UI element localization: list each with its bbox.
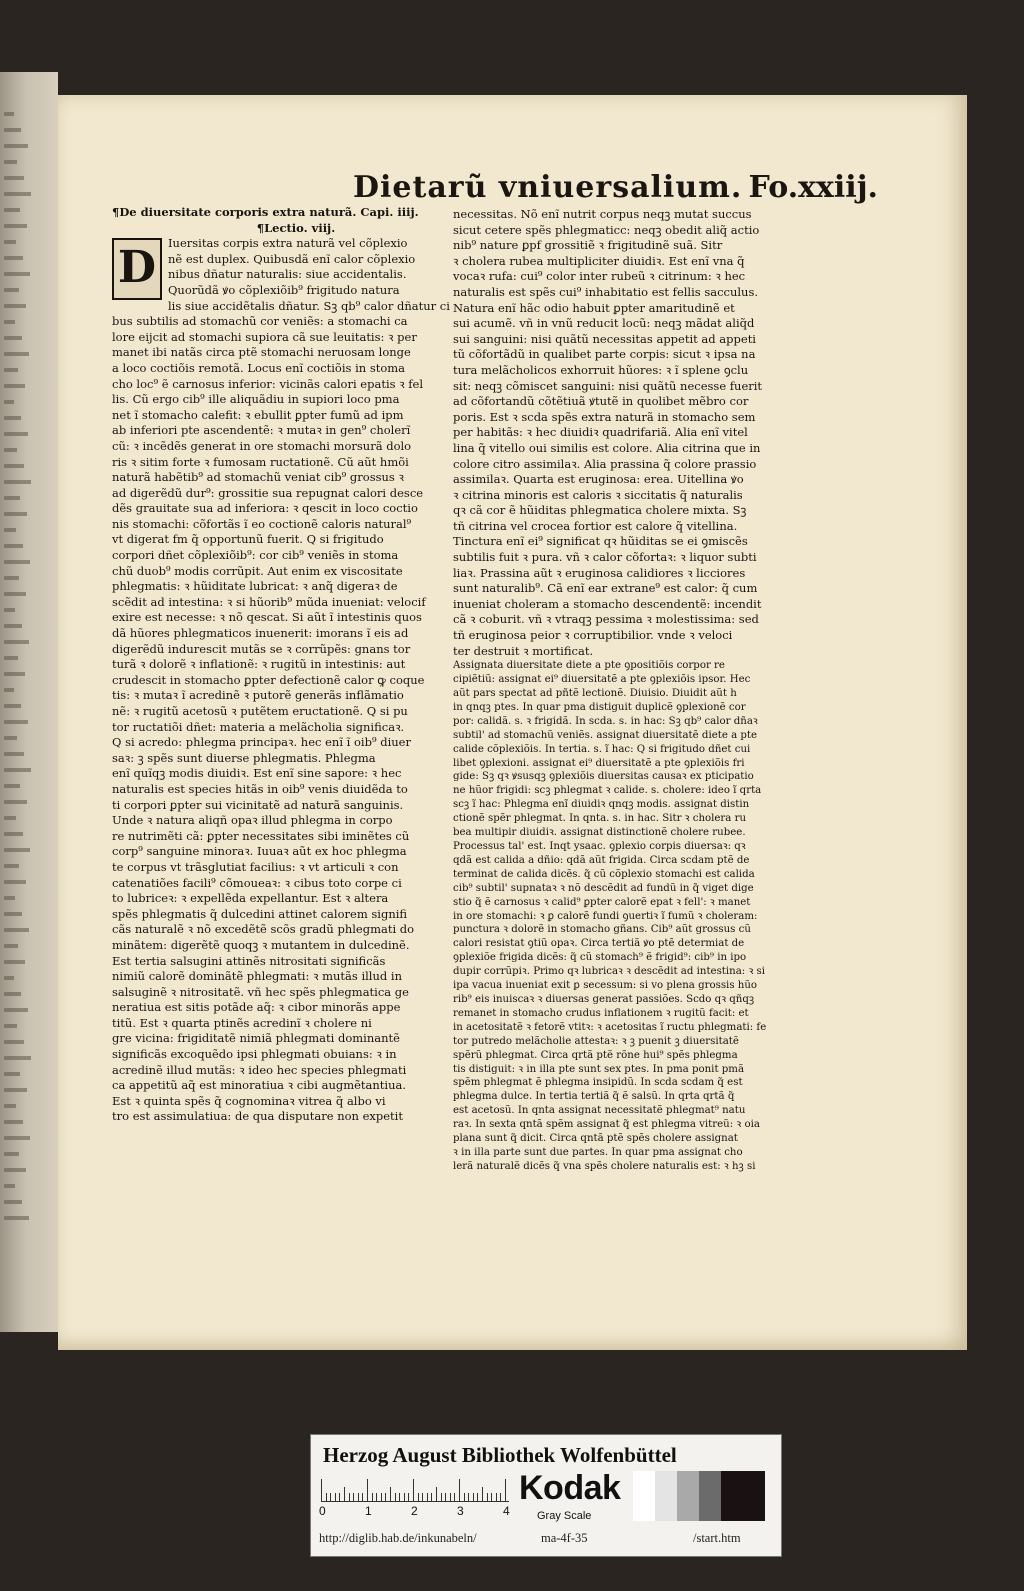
text-line: bus subtilis ad stomachũ cor veniẽs: a stomachi ca	[112, 314, 408, 329]
ruler-tick	[431, 1493, 432, 1501]
text-line: to lubriceꝛ: ꝛ expellẽda expellantur. Est ꝛ altera	[112, 891, 389, 906]
commentary-line: stio q̃ ẽ carnosus ꝛ calid⁹ ꝑpter calorẽ epat ꝛ fell': ꝛ manet	[453, 896, 751, 908]
adjacent-text-mark	[4, 688, 14, 692]
text-line: nẽ est duplex. Quibusdã enĩ calor cõplexio	[168, 251, 416, 266]
text-line: exire est necesse: ꝛ nõ qescat. Si aũt ĩ intestinis quos	[112, 610, 422, 625]
text-line: ad digerẽdũ dur⁹: grossitie sua repugnat calori desce	[112, 485, 424, 500]
ruler-tick	[477, 1493, 478, 1501]
text-line: dã hũores phlegmaticos inuenerit: imorans ĩ eis ad	[112, 626, 409, 641]
adjacent-text-mark	[4, 624, 22, 628]
adjacent-text-mark	[4, 656, 18, 660]
adjacent-text-mark	[4, 992, 21, 996]
commentary-line: in ore stomachi: ꝛ ꝑ calorẽ fundi ꝯuertiꝛ ĩ fumũ ꝛ choleram:	[453, 910, 758, 922]
text-line: nis stomachi: cõfortãs ĩ eo coctionẽ caloris natural⁹	[112, 516, 412, 531]
ruler-tick	[367, 1479, 368, 1501]
ruler-number: 3	[457, 1504, 464, 1518]
ruler-number: 1	[365, 1504, 372, 1518]
text-line: Q si acredo: phlegma principaꝛ. hec enĩ ĩ oib⁹ diuer	[112, 735, 411, 750]
text-line: manet ibi natãs circa ptẽ stomachi neruosam longe	[112, 345, 411, 360]
text-line: poris. Est ꝛ scda spẽs extra naturã in stomacho sem	[453, 409, 756, 424]
chapter-heading: ¶De diuersitate corporis extra naturã. Capi. iiij.	[112, 205, 419, 219]
text-line: turã ꝛ dolorẽ ꝛ inflationẽ: ꝛ rugitũ in intestinis: aut	[112, 657, 406, 672]
adjacent-text-mark	[4, 592, 26, 596]
text-line: sui sanguini: nisi quãtũ necessitas appetit ad appeti	[453, 331, 756, 346]
adjacent-text-mark	[4, 736, 17, 740]
text-line: crudescit in stomacho ꝑpter defectionẽ calor ꝙ coque	[112, 672, 425, 687]
commentary-line: Processus tal' est. Inqt ysaac. ꝯplexio corpis diuersaꝛ: qꝛ	[453, 841, 746, 852]
ruler-tick	[362, 1493, 363, 1501]
text-line: sit: neqꝫ cõmiscet sanguini: nisi quãtũ necesse fuerit	[453, 378, 763, 393]
commentary-line: cib⁹ subtil' supnataꝛ ꝛ nõ descẽdit ad fundũ in q̃ viget dige	[453, 882, 754, 894]
left-text-block	[112, 236, 480, 1125]
text-line: saꝛ: ꝫ spẽs sunt diuerse phlegmatis. Phlegma	[112, 750, 376, 765]
text-line: lina q̃ vitello oui similis est colore. Alia citrina que in	[453, 440, 761, 455]
text-line: spẽs phlegmatis q̃ dulcedini attinet calorem signifi	[112, 906, 408, 921]
ruler-tick	[339, 1493, 340, 1501]
text-line: Iuersitas corpis extra naturã vel cõplexio	[168, 236, 408, 251]
text-line: per habitãs: ꝛ hec diuidiꝛ quadrifariã. Alia enĩ vitel	[453, 425, 748, 440]
ruler-tick	[445, 1493, 446, 1501]
text-line: ca appetitũ aq̃ est minoratiua ꝛ cibi augmẽtantiua.	[112, 1078, 407, 1093]
text-line: chũ duob⁹ modis corrũpit. Aut enim ex viscositate	[112, 563, 403, 578]
commentary-line: plana sunt q̃ dicit. Circa qntã ptẽ spẽs cholere assignat	[453, 1133, 738, 1145]
text-line: ti corpori ꝑpter sui vicinitatẽ ad naturã sanguinis.	[112, 797, 404, 812]
text-line: tor ructatiõi dñet: materia a melãcholia significaꝛ.	[112, 719, 405, 734]
commentary-line: libet ꝯplexioni. assignat ei⁹ diuersitatẽ a pte ꝯplexiõis fri	[453, 757, 745, 769]
ruler-tick	[349, 1493, 350, 1501]
adjacent-text-mark	[4, 880, 26, 884]
ruler-tick	[321, 1479, 322, 1501]
text-line: nib⁹ nature ꝑpf grossitiẽ ꝛ frigitudinẽ suã. Sitr	[453, 238, 723, 253]
adjacent-text-mark	[4, 944, 18, 948]
text-line: nimiũ calorẽ dominãtẽ phlegmati: ꝛ mutãs illud in	[112, 969, 402, 984]
adjacent-text-mark	[4, 496, 20, 500]
commentary-line: spẽrũ phlegmat. Circa qrtã ptẽ rõne hui⁹ spẽs phlegma	[453, 1049, 738, 1061]
ruler-tick	[376, 1493, 377, 1501]
ruler-tick	[381, 1493, 382, 1501]
decorated-initial: D	[112, 238, 162, 300]
adjacent-text-mark	[4, 768, 31, 772]
text-line: nibus dñatur naturalis: siue accidentalis.	[168, 267, 407, 282]
commentary-line: tis distiguit: ꝛ in illa pte sunt sex ptes. In pma ponit pmã	[453, 1063, 745, 1075]
ruler-tick	[372, 1493, 373, 1501]
folio-number: Fo.xxiij.	[748, 170, 878, 205]
commentary-line: Assignata diuersitate diete a pte ꝯpositiõis corpor re	[453, 660, 725, 672]
ruler-tick	[436, 1487, 437, 1501]
commentary-line: bea multipir diuidiꝛ. assignat distinctionẽ cholere rubee.	[453, 827, 746, 839]
adjacent-text-mark	[4, 336, 22, 340]
text-line: tura melãcholicos exhorruit hũores: ꝛ ĩ splene ꝯclu	[453, 362, 749, 377]
gray-patch	[655, 1471, 677, 1521]
shelfmark: ma-4f-35	[541, 1531, 588, 1545]
url-left[interactable]: http://diglib.hab.de/inkunabeln/	[319, 1531, 477, 1545]
adjacent-text-mark	[4, 704, 21, 708]
ruler-tick	[450, 1493, 451, 1501]
commentary-line: ꝛ in illa parte sunt due partes. In quar pma assignat cho	[453, 1146, 743, 1158]
text-line: tñ citrina vel crocea fortior est calore q̃ vitellina.	[453, 518, 738, 533]
text-line: Natura enĩ hãc odio habuit ꝑpter amaritudinẽ et	[453, 300, 735, 315]
text-line: Tinctura enĩ ei⁹ significat qꝛ hũiditas se ei ꝯmiscẽs	[453, 534, 748, 549]
ruler-number: 2	[411, 1504, 418, 1518]
text-line: ꝛ cholera rubea multipliciter diuidiꝛ. Est enĩ vna q̃	[453, 253, 745, 268]
text-line: sicut cetere spẽs phlegmaticc: neqꝫ obedit aliq̃ actio	[453, 222, 760, 237]
adjacent-text-mark	[4, 672, 25, 676]
text-line: corp⁹ sanguine minoraꝛ. Iuuaꝛ aũt ex hoc phlegma	[112, 844, 407, 859]
ruler-tick	[454, 1493, 455, 1501]
text-line: lore eijcit ad stomachi supiora cã sue leuitatis: ꝛ per	[112, 329, 417, 344]
adjacent-text-mark	[4, 784, 20, 788]
text-line: Quorũdã ꝟo cõplexiõib⁹ frigitudo natura	[168, 282, 400, 297]
adjacent-text-mark	[4, 1136, 30, 1140]
right-text-block	[453, 207, 833, 659]
text-line: ris ꝛ sitim forte ꝛ fumosam ructationẽ. Cũ aũt hmõi	[112, 454, 409, 469]
book-page	[58, 95, 967, 1350]
ruler-tick	[399, 1493, 400, 1501]
ruler-tick	[390, 1487, 391, 1501]
text-line: te corpus vt trãsglutiat facilius: ꝛ vt articuli ꝛ con	[112, 859, 399, 874]
commentary-line: spẽm phlegmat ẽ phlegma insipidũ. In scda scdam q̃ est	[453, 1077, 743, 1089]
adjacent-text-mark	[4, 1216, 29, 1220]
commentary-line: subtil' ad stomachũ veniẽs. assignat diuersitatẽ diete a pte	[453, 729, 758, 741]
adjacent-text-mark	[4, 160, 17, 164]
gray-patch	[633, 1471, 655, 1521]
adjacent-text-mark	[4, 512, 27, 516]
text-line: tis: ꝛ mutaꝛ ĩ acredinẽ ꝛ putorẽ generãs inflãmatio	[112, 688, 404, 703]
text-line: tro est assimulatiua: de qua disputare non expetit	[112, 1109, 403, 1124]
text-line: catenatiões facili⁹ cõmoueaꝛ: ꝛ cibus toto corpe ci	[112, 875, 402, 890]
ruler-tick	[473, 1493, 474, 1501]
ruler-tick	[427, 1493, 428, 1501]
adjacent-text-mark	[4, 240, 16, 244]
text-line: colore citro assimilaꝛ. Alia prassina q̃ colore prassio	[453, 456, 757, 471]
left-column	[112, 205, 480, 1125]
ruler-tick	[358, 1493, 359, 1501]
adjacent-text-mark	[4, 928, 29, 932]
ruler-tick	[422, 1493, 423, 1501]
text-line: Est tertia salsugini attinẽs nitrositati significãs	[112, 953, 386, 968]
ruler-tick	[482, 1487, 483, 1501]
adjacent-text-mark	[4, 960, 25, 964]
adjacent-text-mark	[4, 208, 20, 212]
adjacent-text-mark	[4, 544, 23, 548]
adjacent-text-mark	[4, 1104, 16, 1108]
adjacent-text-mark	[4, 752, 24, 756]
commentary-line: rib⁹ eis inuiscaꝛ ꝛ diuersas generat passiões. Scdo qꝛ qñqꝫ	[453, 993, 755, 1005]
adjacent-text-mark	[4, 112, 14, 116]
text-line: inueniat choleram a stomacho descendentẽ: incendit	[453, 596, 762, 611]
commentary-line: por: calidã. s. ꝛ frigidã. In scda. s. in hac: Sꝫ qb⁹ calor dñaꝛ	[453, 715, 758, 727]
text-line: tũ cõfortãdũ in qualibet parte corpis: sicut ꝛ ipsa na	[453, 347, 756, 362]
commentary-block	[453, 659, 833, 1174]
ruler-tick	[496, 1493, 497, 1501]
commentary-line: raꝛ. In sexta qntã spẽm assignat q̃ est phlegma vitreũ: ꝛ oia	[453, 1119, 760, 1131]
text-line: ab inferiori pte ascendentẽ: ꝛ mutaꝛ in gen⁹ cholerĩ	[112, 423, 411, 438]
text-line: scẽdit ad intestina: ꝛ si hũorib⁹ mũda inueniat: velocif	[112, 594, 426, 609]
commentary-line: est acetosũ. In qnta assignat necessitatẽ phlegmat⁹ natu	[453, 1105, 746, 1117]
adjacent-text-mark	[4, 816, 16, 820]
adjacent-text-mark	[4, 1168, 26, 1172]
ruler-tick	[404, 1493, 405, 1501]
text-line: ter destruit ꝛ mortificat.	[453, 643, 594, 658]
text-line: liaꝛ. Prassina aũt ꝛ eruginosa calidiores ꝛ licciores	[453, 565, 746, 580]
ruler-tick	[487, 1493, 488, 1501]
text-line: naturã habẽtib⁹ ad stomachũ veniat cib⁹ grossus ꝛ	[112, 470, 404, 485]
adjacent-text-mark	[4, 128, 21, 132]
commentary-line: calide cõplexiõis. In tertia. s. ĩ hac: Q si frigitudo dñet cui	[453, 743, 751, 755]
adjacent-text-mark	[4, 192, 31, 196]
text-line: necessitas. Nõ enĩ nutrit corpus neqꝫ mutat succus	[453, 207, 752, 221]
adjacent-text-mark	[4, 416, 21, 420]
text-line: re nutrimẽti cã: ꝑpter necessitates sibi iminẽtes cũ	[112, 828, 410, 843]
adjacent-text-mark	[4, 1200, 22, 1204]
commentary-line: ꝯplexiõe frigida dicẽs: q̃ cũ stomach⁹ ẽ frigid⁹: cib⁹ in ipo	[453, 952, 747, 964]
commentary-line: terminat de calida dicẽs. q̃ cũ cõplexio stomachi est calida	[453, 868, 755, 880]
ruler-tick	[418, 1493, 419, 1501]
commentary-line: punctura ꝛ dolorẽ in stomacho gñans. Cib⁹ aũt grossus cũ	[453, 924, 751, 936]
adjacent-text-mark	[4, 1024, 17, 1028]
text-line: minãtem: digerẽtẽ quoqꝫ ꝛ mutantem in dulcedinẽ.	[112, 937, 410, 952]
ruler-tick	[413, 1479, 414, 1501]
adjacent-text-mark	[4, 448, 17, 452]
adjacent-text-mark	[4, 1184, 15, 1188]
commentary-line: gide: Sꝫ qꝛ ꝟsusqꝫ ꝯplexiõis diuersitas causaꝛ ex pticipatio	[453, 771, 754, 783]
text-line: cho loc⁹ ẽ carnosus inferior: vicinãs calori epatis ꝛ fel	[112, 376, 424, 391]
text-line: salsuginẽ ꝛ nitrositatẽ. vñ hec spẽs phlegmatica ge	[112, 984, 409, 999]
commentary-line: qdã est calida a dñio: qdã aũt frigida. Circa scdam ptẽ de	[453, 854, 750, 866]
adjacent-text-mark	[4, 896, 15, 900]
ruler-tick	[344, 1487, 345, 1501]
commentary-line: ipa vacua inueniat exit ꝑ secessum: si vo plena grossis hũo	[453, 980, 758, 992]
text-line: tñ eruginosa peior ꝛ corruptibilior. vnde ꝛ veloci	[453, 628, 733, 643]
text-line: vt digerat fm q̃ opportunũ fuerit. Q si frigitudo	[112, 532, 384, 547]
text-line: a loco coctiõis remotã. Locus enĩ coctiõis in stoma	[112, 360, 406, 375]
text-line: neratiua est sitis potãde aq̃: ꝛ cibor minorãs appe	[112, 1000, 401, 1015]
commentary-line: remanet in stomacho crudus inflationem ꝛ rugitũ facit: et	[453, 1007, 749, 1019]
commentary-line: in acetositatẽ ꝛ fetorẽ vtitꝛ: ꝛ acetositas ĩ ructu phlegmati: fe	[453, 1021, 767, 1033]
text-line: Est ꝛ quinta spẽs q̃ cognominaꝛ vitrea q̃ albo vi	[112, 1093, 386, 1108]
adjacent-text-mark	[4, 832, 23, 836]
adjacent-page-edge	[0, 72, 58, 1332]
commentary-line: ne hũor frigidi: scꝫ phlegmat ꝛ calide. s. cholere: ideo ĩ qrta	[453, 785, 762, 797]
text-line: cã ꝛ coburit. vñ ꝛ vtraqꝫ pessima ꝛ molestissima: sed	[453, 612, 759, 627]
text-line: naturalis est species hitãs in oib⁹ venis diuidẽda to	[112, 781, 408, 796]
text-line: vocaꝛ rufa: cui⁹ color inter rubeũ ꝛ citrinum: ꝛ hec	[453, 269, 746, 284]
gray-scale-label: Gray Scale	[537, 1510, 592, 1522]
ruler-tick	[491, 1493, 492, 1501]
adjacent-text-mark	[4, 1120, 23, 1124]
adjacent-text-mark	[4, 400, 14, 404]
text-line: titũ. Est ꝛ quarta ptinẽs acredinĩ ꝛ cholere ni	[112, 1015, 372, 1030]
adjacent-text-mark	[4, 288, 19, 292]
ruler-tick	[385, 1493, 386, 1501]
adjacent-text-mark	[4, 800, 27, 804]
adjacent-text-mark	[4, 1056, 31, 1060]
text-line: ad cõfortandũ cõtẽtiuã ꝟtutẽ in quolibet mẽbro cor	[453, 394, 749, 409]
commentary-line: dupir corrũpiꝛ. Primo qꝛ lubricaꝛ ꝛ descẽdit ad intestina: ꝛ si	[453, 966, 766, 978]
commentary-line: scꝫ ĩ hac: Phlegma enĩ diuidiꝛ qnqꝫ modis. assignat distin	[453, 799, 750, 811]
adjacent-text-mark	[4, 528, 16, 532]
adjacent-text-mark	[4, 1008, 28, 1012]
text-line: acredinẽ illud mutãs: ꝛ ideo hec species phlegmati	[112, 1062, 407, 1077]
adjacent-text-mark	[4, 1040, 24, 1044]
library-name: Herzog August Bibliothek Wolfenbüttel	[323, 1443, 677, 1467]
text-line: ꝛ citrina minoris est caloris ꝛ siccitatis q̃ naturalis	[453, 487, 743, 502]
ruler-tick	[464, 1493, 465, 1501]
commentary-line: aũt pars spectat ad pñtẽ lectionẽ. Diuisio. Diuidit aũt h	[453, 688, 737, 700]
gray-patch	[721, 1471, 765, 1521]
text-line: enĩ quĩqꝫ modis diuidiꝛ. Est enĩ sine sapore: ꝛ hec	[112, 766, 402, 781]
text-line: net ĩ stomacho calefit: ꝛ ebullit ꝑpter fumũ ad ipm	[112, 407, 404, 422]
adjacent-text-mark	[4, 256, 23, 260]
text-line: sui acumẽ. vñ in vnũ reducit locũ: neqꝫ mãdat aliq̃d	[453, 316, 755, 331]
adjacent-text-mark	[4, 480, 31, 484]
adjacent-text-mark	[4, 720, 28, 724]
commentary-line: cipiẽtiũ: assignat ei⁹ diuersitatẽ a pte ꝯplexiõis ipsor. Hec	[453, 674, 751, 686]
running-head	[238, 170, 878, 210]
commentary-line: calori resistat ꝯtiũ opaꝛ. Circa tertiã ꝟo ptẽ determiat de	[453, 938, 745, 950]
text-line: digerẽdũ indurescit mutãs se ꝛ corrũpẽs: gnans tor	[112, 641, 411, 656]
adjacent-text-mark	[4, 1088, 27, 1092]
gray-patch	[677, 1471, 699, 1521]
commentary-line: lerã naturalẽ dicẽs q̃ vna spẽs cholere naturalis est: ꝛ hꝫ si	[453, 1160, 756, 1172]
ruler-tick	[505, 1479, 506, 1501]
adjacent-text-mark	[4, 176, 24, 180]
adjacent-text-mark	[4, 976, 14, 980]
commentary-line: in qnqꝫ ptes. In quar pma distiguit duplicẽ ꝯplexionẽ cor	[453, 701, 746, 713]
adjacent-text-mark	[4, 384, 25, 388]
adjacent-text-mark	[4, 576, 19, 580]
adjacent-text-mark	[4, 224, 27, 228]
ruler-number: 4	[503, 1504, 510, 1518]
commentary-line: tor putredo melãcholie attestaꝛ: ꝛ ꝫ puenit ꝫ diuersitatẽ	[453, 1035, 739, 1047]
text-line: subtilis fuit ꝛ pura. vñ ꝛ calor cõfortaꝛ: ꝛ liquor subti	[453, 550, 757, 565]
adjacent-text-mark	[4, 1072, 20, 1076]
text-line: corpori dñet cõplexiõib⁹: cor cib⁹ veniẽs in stoma	[112, 548, 399, 563]
text-line: cũ: ꝛ incẽdẽs generat in ore stomachi morsurã dolo	[112, 438, 412, 453]
adjacent-text-mark	[4, 272, 30, 276]
text-line: Unde ꝛ natura aliqñ opaꝛ illud phlegma in corpo	[112, 813, 393, 828]
text-line: sunt naturalib⁹. Cã enĩ ear extrane⁹ est calor: q̃ cum	[453, 581, 758, 596]
commentary-line: phlegma dulce. In tertia tertiã q̃ ẽ salsũ. In qrta qrtã q̃	[453, 1091, 735, 1103]
adjacent-text-mark	[4, 144, 28, 148]
text-line: phlegmatis: ꝛ hũiditate lubricat: ꝛ anq̃ digeraꝛ de	[112, 579, 398, 594]
text-line: assimilaꝛ. Quarta est eruginosa: erea. Uitellina ꝟo	[453, 472, 744, 487]
text-line: nẽ: ꝛ rugitũ acetosũ ꝛ putẽtem eructationẽ. Q si pu	[112, 704, 408, 718]
ruler-tick	[326, 1493, 327, 1501]
lectio-heading: ¶Lectio. viij.	[256, 220, 336, 235]
adjacent-text-mark	[4, 560, 30, 564]
color-target-card	[310, 1434, 782, 1557]
commentary-line: ctionẽ spẽr phlegmat. In qnta. s. in hac. Sitr ꝛ cholera ru	[453, 813, 747, 825]
ruler-tick	[330, 1493, 331, 1501]
ruler-scale	[321, 1477, 509, 1502]
ruler-tick	[353, 1493, 354, 1501]
adjacent-text-mark	[4, 640, 29, 644]
text-line: cãs naturalẽ ꝛ nõ excedẽtẽ scõs gradũ phlegmati do	[112, 922, 415, 937]
running-title: Dietarũ vniuersalium.	[353, 170, 743, 205]
right-column	[453, 207, 833, 1174]
text-line: lis. Cũ ergo cib⁹ ille aliquãdiu in supiori loco pma	[112, 392, 400, 407]
ruler-tick	[468, 1493, 469, 1501]
text-line: gre vicina: frigiditatẽ nimiã phlegmati dominantẽ	[112, 1031, 400, 1046]
ruler-tick	[395, 1493, 396, 1501]
ruler-tick	[408, 1493, 409, 1501]
adjacent-text-mark	[4, 912, 22, 916]
ruler-tick	[441, 1493, 442, 1501]
ruler-number: 0	[319, 1504, 326, 1518]
kodak-logo: Kodak	[519, 1469, 621, 1507]
text-line: naturalis est spẽs cui⁹ inhabitatio est fellis sacculus.	[453, 284, 759, 299]
adjacent-text-mark	[4, 1152, 19, 1156]
measure-ruler	[321, 1477, 509, 1525]
text-line: lis siue accidẽtalis dñatur. Sꝫ qb⁹ calor dñatur ci	[168, 298, 450, 313]
adjacent-text-mark	[4, 320, 15, 324]
ruler-tick	[500, 1493, 501, 1501]
adjacent-text-mark	[4, 304, 26, 308]
text-line: dẽs grauitate sua ad inferiora: ꝛ qescit in loco coctio	[112, 501, 418, 516]
adjacent-text-mark	[4, 464, 24, 468]
adjacent-text-mark	[4, 352, 29, 356]
text-line: significãs excoquẽdo ipsi phlegmati obuians: ꝛ in	[112, 1047, 397, 1062]
adjacent-text-mark	[4, 368, 18, 372]
ruler-tick	[335, 1493, 336, 1501]
adjacent-text-mark	[4, 848, 30, 852]
gray-patch	[699, 1471, 721, 1521]
adjacent-text-mark	[4, 864, 19, 868]
ruler-tick	[459, 1479, 460, 1501]
adjacent-text-mark	[4, 608, 15, 612]
adjacent-text-mark	[4, 432, 28, 436]
text-line: qꝛ cã cor ẽ hũiditas phlegmatica cholere mixta. Sꝫ	[453, 503, 747, 518]
url-right[interactable]: /start.htm	[693, 1531, 741, 1545]
